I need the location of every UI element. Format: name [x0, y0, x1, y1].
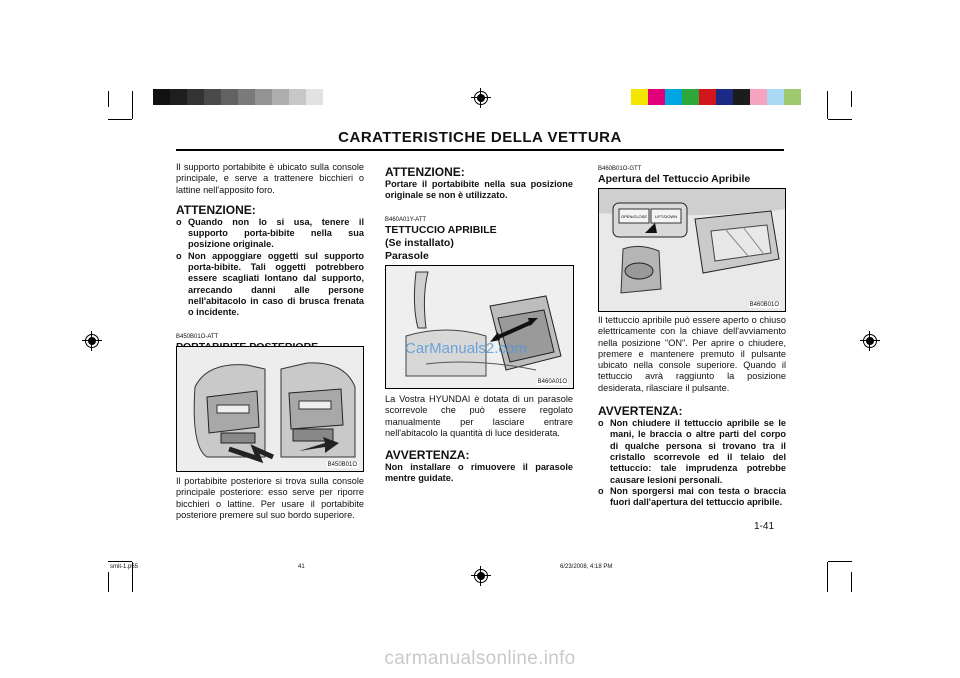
- middle-column: [385, 165, 573, 263]
- right-column-body: [598, 315, 786, 508]
- section-title: TETTUCCIO APRIBILE: [385, 223, 497, 236]
- section-code: B460B01O-GTT: [598, 166, 642, 172]
- crop-mark: [828, 561, 852, 562]
- gray-swatch: [272, 89, 289, 105]
- figure-label: B460B01O: [749, 302, 779, 308]
- color-swatch: [716, 89, 733, 105]
- color-swatch: [784, 89, 801, 105]
- body-text: La Vostra HYUNDAI è dotata di un parasole scorrevole che può essere regolato manualmente per lasciare entrare nell'abitacolo la quantità di luce desiderata.: [385, 394, 573, 438]
- title-rule: [176, 149, 784, 151]
- footer-file: smit-1.p65: [110, 564, 139, 570]
- gray-swatch: [289, 89, 306, 105]
- figure-label: B460A01O: [537, 379, 567, 385]
- cupholder-illustration: [176, 346, 364, 472]
- crop-mark: [828, 119, 852, 120]
- color-swatch: [665, 89, 682, 105]
- color-swatch: [699, 89, 716, 105]
- color-swatch: [631, 89, 648, 105]
- figure-label: B450B01O: [327, 462, 357, 468]
- gray-swatch: [204, 89, 221, 105]
- gray-swatch: [153, 89, 170, 105]
- crop-mark: [827, 562, 828, 592]
- registration-mark-icon: [82, 331, 102, 351]
- registration-mark-icon: [860, 331, 880, 351]
- caution-title: AVVERTENZA:: [385, 448, 470, 463]
- color-swatch: [682, 89, 699, 105]
- color-swatch: [733, 89, 750, 105]
- caution-text: Non installare o rimuovere il parasole mentre guidate.: [385, 462, 573, 484]
- footer-date: 6/23/2008, 4:18 PM: [560, 564, 613, 570]
- crop-mark: [108, 572, 109, 592]
- crop-mark: [108, 561, 132, 562]
- svg-text:LIFT/DOWN: LIFT/DOWN: [655, 214, 677, 219]
- sunroof-drawing: [599, 189, 785, 311]
- left-column: [176, 162, 364, 367]
- gray-swatch: [255, 89, 272, 105]
- caution-item: o Non sporgersi mai con testa o braccia fuori dall'apertura del tettuccio apribile.: [598, 485, 786, 508]
- sunshade-drawing: [386, 266, 573, 388]
- gray-swatch: [306, 89, 323, 105]
- warning-item: o Quando non lo si usa, tenere il supporto porta-bibite nella sua posizione originale.: [176, 216, 364, 250]
- left-column-body: [176, 476, 364, 521]
- color-swatch: [750, 89, 767, 105]
- color-swatch: [648, 89, 665, 105]
- registration-mark-icon: [471, 88, 491, 108]
- svg-text:OPEN/CLOSE: OPEN/CLOSE: [621, 214, 648, 219]
- crop-mark: [851, 91, 852, 107]
- warning-text: Portare il portabibite nella sua posizione originale se non è utilizzato.: [385, 179, 573, 201]
- section-subtitle-2: Parasole: [385, 249, 429, 262]
- body-text: Il portabibite posteriore si trova sulla console principale posteriore: esso serve per riporre bicchieri o lattine. Per usare il portabibite posteriore premere sul suo bordo superiore.: [176, 476, 364, 520]
- warning-item: o Non appoggiare oggetti sul supporto porta-bibite. Tali oggetti potrebbero essere scagliati lontano dal supporto, arrecando danni alle persone nell'abitacolo in caso di brusca frenata o incidente.: [176, 250, 364, 318]
- gray-swatch: [221, 89, 238, 105]
- page-number: 1-41: [754, 521, 775, 532]
- section-title: Apertura del Tettuccio Apribile: [598, 173, 751, 185]
- gray-swatch: [238, 89, 255, 105]
- gray-swatch: [170, 89, 187, 105]
- section-code: B460A01Y-ATT: [385, 216, 427, 223]
- section-subtitle: (Se installato): [385, 236, 454, 249]
- page-title: CARATTERISTICHE DELLA VETTURA: [338, 129, 622, 146]
- registration-mark-icon: [471, 566, 491, 586]
- crop-mark: [132, 91, 133, 119]
- caution-item: o Non chiudere il tettuccio apribile se le mani, le braccia o altre parti del corpo di qualche persona si trovano tra il cristallo scorrevole ed il telaio del tettuccio: tale imprudenza potrebbe causare lesioni personali.: [598, 418, 786, 485]
- fig-watermark: CarManuals2.com: [405, 340, 527, 357]
- footer-page: 41: [298, 564, 305, 570]
- caution-title: AVVERTENZA:: [598, 404, 683, 419]
- warning-title: ATTENZIONE:: [176, 202, 256, 217]
- middle-column-body: [385, 394, 573, 485]
- intro-text: Il supporto portabibite è ubicato sulla console principale, e serve a trattenere bicchieri o lattine nell'apposito foro.: [176, 162, 364, 195]
- site-watermark: carmanualsonline.info: [384, 648, 576, 669]
- section-code: B450B01O-ATT: [176, 333, 219, 340]
- cupholder-drawing: [177, 347, 363, 471]
- sunshade-illustration: [385, 265, 574, 389]
- color-swatch: [767, 89, 784, 105]
- crop-mark: [827, 91, 828, 119]
- sunroof-illustration: [598, 188, 786, 312]
- crop-mark: [851, 572, 852, 592]
- warning-title: ATTENZIONE:: [385, 165, 465, 179]
- crop-mark: [108, 91, 109, 107]
- right-column: [598, 165, 786, 186]
- body-text: Il tettuccio apribile può essere aperto o chiuso elettricamente con la chiave dell'avviamento nella posizione "ON". Per aprire o chiudere, premere e mantenere premuto il pulsante ubicato nella console superiore. Quando il tettuccio avrà raggiunto la posizione desiderata, rilasciare il pulsante.: [598, 315, 786, 393]
- gray-swatch: [187, 89, 204, 105]
- crop-mark: [108, 119, 132, 120]
